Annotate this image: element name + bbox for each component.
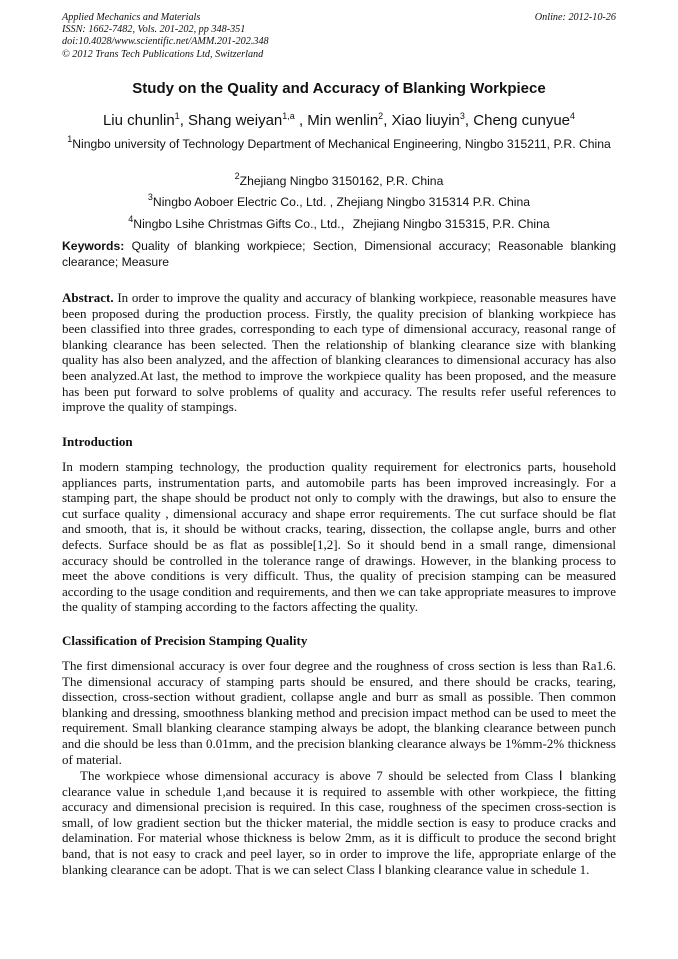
affiliation-2: $^2$Zhejiang Ningbo 3150162, P.R. China [234, 171, 444, 188]
affiliation-4: $^4$Ningbo Lsihe Christmas Gifts Co., Ltd.，Zhejiang Ningbo 315315, P.R. China [128, 214, 550, 231]
classification-paragraph-2: The workpiece whose dimensional accuracy is above 7 should be selected from Class Ⅰ blanking clearance value in schedule 1,and because it is required to assemble with other workpiece, the fitting accuracy and dimensional precision is required. In this case, roughness of the specimen cross-section is small, of low gradient section but the thicker material, the middle section is easy to produce cracks and delamination. For material whose thickness is below 2mm, as it is difficult to produce the second bright band, that is not easy to crack and peel layer, so in order to improve the life, appropriate enlarge of the blanking clearance can be adopt. That is we can select Class Ⅰ blanking clearance value in schedule 1. [62, 768, 616, 877]
keywords-text: Quality of blanking workpiece; Section, Dimensional accuracy; Reasonable blanking clearance; Measure [62, 239, 616, 269]
author-sup: 1,a [282, 111, 295, 121]
journal-name: Applied Mechanics and Materials [62, 12, 201, 23]
introduction-heading: Introduction [62, 434, 133, 449]
introduction-text: In modern stamping technology, the production quality requirement for electronics parts, household appliances parts, instrumentation parts, and automobile parts has been improved increasingly. For a stamping part, the shape should be product not only to comply with the drawings, but also to ensure the cut surface quality , dimensional accuracy and shape error requirements. The cut surface should be flat and smooth, that is, it should be without cracks, tearing, dissection, the collapse angle, burrs and other defects. Surface should be as flat as possible[1,2]. So it should bend in a small range, dimensional accuracy should be controlled in the tolerance range of drawings. However, in the blanking process to meet the above conditions is very difficult. Thus, the quality of precision stamping can be measured according to the usage condition and requirements, and then we can take appropriate measures to improve the quality of stamping according to the factors affecting the quality. [62, 459, 616, 615]
author-sup: 3 [459, 111, 465, 121]
issn-line: ISSN: 1662-7482, Vols. 201-202, pp 348-351 [62, 24, 246, 36]
paper-title: Study on the Quality and Accuracy of Blanking Workpiece [132, 80, 546, 97]
author-name: Xiao liuyin [391, 112, 460, 129]
keywords-label: Keywords: [62, 239, 125, 253]
affiliation-3: $^3$Ningbo Aoboer Electric Co., Ltd. , Zhejiang Ningbo 315314 P.R. China [147, 192, 531, 209]
abstract-label: Abstract. [62, 290, 114, 305]
classification-paragraph-1: The first dimensional accuracy is over four degree and the roughness of cross section is less than Ra1.6. The dimensional accuracy of stamping parts should be ensured, and there should be cracks, tearing, dissection, cross-section without gradient, collapse angle and burr as small as possible. Then common blanking and dressing, smoothness blanking method and precision impact method can be used to meet the requirement. Small blanking clearance stamping always be adopt, the blanking clearance between punch and die should be less than 0.01mm, and the precision blanking clearance always be 1%mm-2% thickness of material. [62, 658, 616, 767]
author-sup: 2 [378, 111, 384, 121]
author-name: Cheng cunyue [473, 112, 571, 129]
author-name: Shang weiyan [188, 112, 283, 129]
author-sup: 1 [174, 111, 180, 121]
affiliation-1: $^1$Ningbo university of Technology Department of Mechanical Engineering, Ningbo 315211, P.R. China [67, 134, 611, 151]
journal-header [62, 12, 616, 61]
author-list: Liu chunlin$^1$, Shang weiyan$^{1,a}$ , Min wenlin$^2$, Xiao liuyin$^3$, Cheng cunyue$^4$ [102, 111, 576, 129]
classification-heading: Classification of Precision Stamping Quality [62, 633, 308, 648]
doi-line: doi:10.4028/www.scientific.net/AMM.201-202.348 [62, 36, 269, 48]
abstract [62, 290, 616, 415]
abstract-text: In order to improve the quality and accuracy of blanking workpiece, reasonable measures have been proposed during the production process. Firstly, the quality precision of blanking workpiece has been classified into three grades, corresponding to each type of dimensional accuracy, reasonal range of blanking clearance has been selected. Then the relationship of blanking clearance size with blanking quality has also been analyzed, and the affection of blanking clearances to dimensional accuracy has also been analyzed.At last, the method to improve the workpiece quality has been proposed, and the measure has been put forward to solve problems of quality and accuracy. The results refer useful references to improve the quality of stampings. [62, 290, 616, 415]
keywords [62, 238, 616, 270]
author-sup: 4 [570, 111, 576, 121]
online-date: Online: 2012-10-26 [534, 12, 616, 23]
author-name: Liu chunlin [102, 112, 175, 129]
author-name: Min wenlin [307, 112, 379, 129]
copyright-line: © 2012 Trans Tech Publications Ltd, Switzerland [62, 48, 264, 60]
